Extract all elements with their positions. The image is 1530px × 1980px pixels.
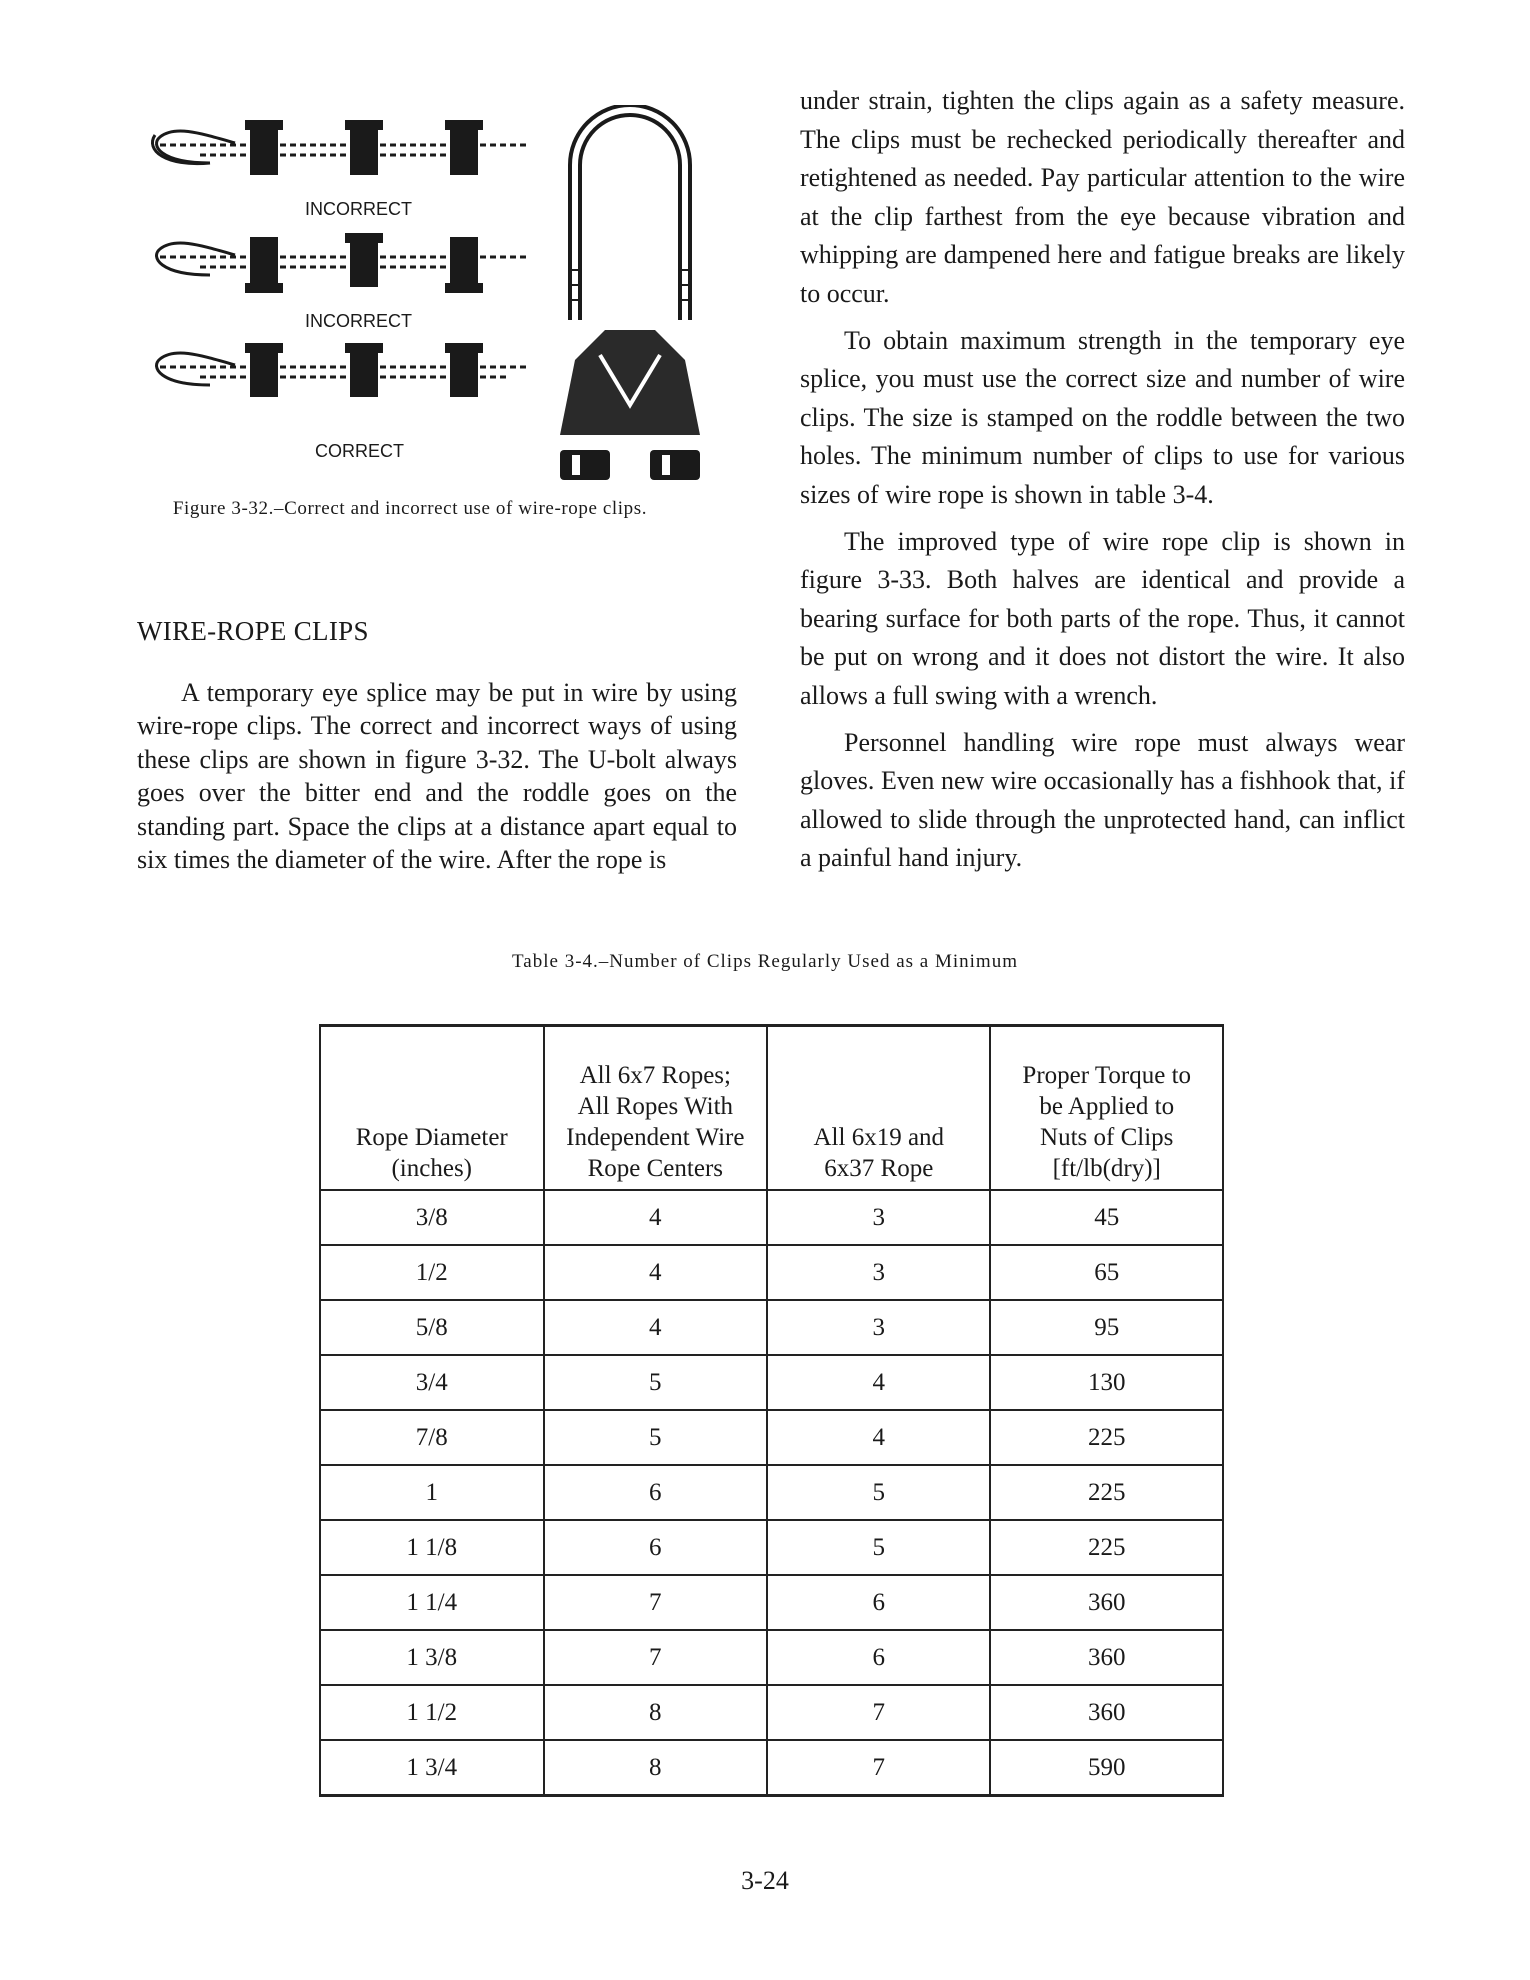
header-6x7-ropes: All 6x7 Ropes; All Ropes With Independent Wire Rope Centers <box>544 1026 768 1191</box>
table-cell: 7/8 <box>320 1410 544 1465</box>
figure-caption: Figure 3-32.–Correct and incorrect use of wire-rope clips. <box>172 498 648 519</box>
table-cell: 1/2 <box>320 1245 544 1300</box>
figure-label-2: INCORRECT <box>305 311 412 331</box>
table-cell: 360 <box>990 1630 1223 1685</box>
table-caption: Table 3-4.–Number of Clips Regularly Used as a Minimum <box>512 951 1018 972</box>
right-column <box>800 82 1405 886</box>
table-cell: 225 <box>990 1410 1223 1465</box>
table-row <box>320 1465 1223 1520</box>
table-cell: 5 <box>544 1355 768 1410</box>
table-row <box>320 1190 1223 1245</box>
header-proper-torque: Proper Torque to be Applied to Nuts of Clips [ft/lb(dry)] <box>990 1026 1223 1191</box>
table-body <box>320 1190 1223 1796</box>
table-row <box>320 1575 1223 1630</box>
table-cell: 8 <box>544 1685 768 1740</box>
figure-label-3: CORRECT <box>315 441 404 461</box>
table-cell: 7 <box>544 1630 768 1685</box>
table-header-row <box>320 1026 1223 1191</box>
table-cell: 65 <box>990 1245 1223 1300</box>
table-cell: 6 <box>544 1465 768 1520</box>
table-cell: 1 1/4 <box>320 1575 544 1630</box>
wire-rope-clips-illustration <box>140 105 740 485</box>
table-cell: 130 <box>990 1355 1223 1410</box>
table-cell: 590 <box>990 1740 1223 1796</box>
table-row <box>320 1740 1223 1796</box>
page-number: 3-24 <box>741 1866 789 1895</box>
table-cell: 4 <box>544 1300 768 1355</box>
right-paragraph-3: The improved type of wire rope clip is shown in figure 3-33. Both halves are identical and provide a bearing surface for both parts of the rope. Thus, it cannot be put on wrong and it does not distort the wire. It also allows a full swing with a wrench. <box>800 526 1405 710</box>
table-cell: 6 <box>544 1520 768 1575</box>
table-cell: 3 <box>767 1245 990 1300</box>
u-bolt-drawing <box>568 110 692 320</box>
table-cell: 6 <box>767 1630 990 1685</box>
table-cell: 6 <box>767 1575 990 1630</box>
figure-label-1: INCORRECT <box>305 199 412 219</box>
table-cell: 225 <box>990 1465 1223 1520</box>
table-cell: 4 <box>767 1410 990 1465</box>
table-cell: 4 <box>544 1190 768 1245</box>
table-cell: 5 <box>767 1520 990 1575</box>
table-cell: 1 3/8 <box>320 1630 544 1685</box>
table-row <box>320 1355 1223 1410</box>
table-cell: 1 1/2 <box>320 1685 544 1740</box>
table-cell: 4 <box>544 1245 768 1300</box>
table-row <box>320 1410 1223 1465</box>
clip-row-correct <box>157 343 530 397</box>
table-cell: 7 <box>767 1685 990 1740</box>
roddle-saddle-drawing <box>560 330 700 435</box>
table-cell: 3 <box>767 1300 990 1355</box>
table-cell: 1 <box>320 1465 544 1520</box>
table-cell: 1 3/4 <box>320 1740 544 1796</box>
table-row <box>320 1300 1223 1355</box>
table-cell: 4 <box>767 1355 990 1410</box>
table-cell: 45 <box>990 1190 1223 1245</box>
table-row <box>320 1685 1223 1740</box>
clip-row-incorrect-2 <box>157 233 530 293</box>
left-paragraph: A temporary eye splice may be put in wire by using wire-rope clips. The correct and incorrect ways of using these clips are shown in figure 3-32. The U-bolt always goes over the bitter end and the roddle goes on the standing part. Space the clips at a distance apart equal to six times the diameter of the wire. After the rope is <box>137 678 737 875</box>
left-column <box>137 676 737 876</box>
table-row <box>320 1245 1223 1300</box>
header-rope-diameter: Rope Diameter (inches) <box>320 1026 544 1191</box>
clip-row-incorrect-1 <box>152 120 530 175</box>
table-cell: 7 <box>767 1740 990 1796</box>
table-cell: 3/4 <box>320 1355 544 1410</box>
table-row <box>320 1520 1223 1575</box>
table-cell: 7 <box>544 1575 768 1630</box>
nuts-drawing <box>560 450 700 480</box>
table-cell: 360 <box>990 1575 1223 1630</box>
table-cell: 5/8 <box>320 1300 544 1355</box>
right-paragraph-1: under strain, tighten the clips again as a safety measure. The clips must be rechecked periodically thereafter and retightened as needed. Pay particular attention to the wire at the clip farthest from the eye because vibration and whipping are dampened here and fatigue breaks are likely to occur. <box>800 86 1405 308</box>
table-cell: 5 <box>544 1410 768 1465</box>
table-cell: 8 <box>544 1740 768 1796</box>
table-cell: 1 1/8 <box>320 1520 544 1575</box>
table-cell: 3 <box>767 1190 990 1245</box>
right-paragraph-4: Personnel handling wire rope must always wear gloves. Even new wire occasionally has a fishhook that, if allowed to slide through the unprotected hand, can inflict a painful hand injury. <box>800 727 1405 873</box>
section-heading: WIRE-ROPE CLIPS <box>137 616 369 646</box>
wire-rope-clips-figure <box>140 105 740 485</box>
table-cell: 360 <box>990 1685 1223 1740</box>
right-paragraph-2: To obtain maximum strength in the temporary eye splice, you must use the correct size and number of wire clips. The size is stamped on the roddle between the two holes. The minimum number of clips to use for various sizes of wire rope is shown in table 3-4. <box>800 325 1405 509</box>
table-cell: 95 <box>990 1300 1223 1355</box>
table-cell: 3/8 <box>320 1190 544 1245</box>
table-cell: 5 <box>767 1465 990 1520</box>
table-row <box>320 1630 1223 1685</box>
header-6x19-6x37-rope: All 6x19 and 6x37 Rope <box>767 1026 990 1191</box>
clips-table <box>319 1024 1224 1797</box>
table-cell: 225 <box>990 1520 1223 1575</box>
